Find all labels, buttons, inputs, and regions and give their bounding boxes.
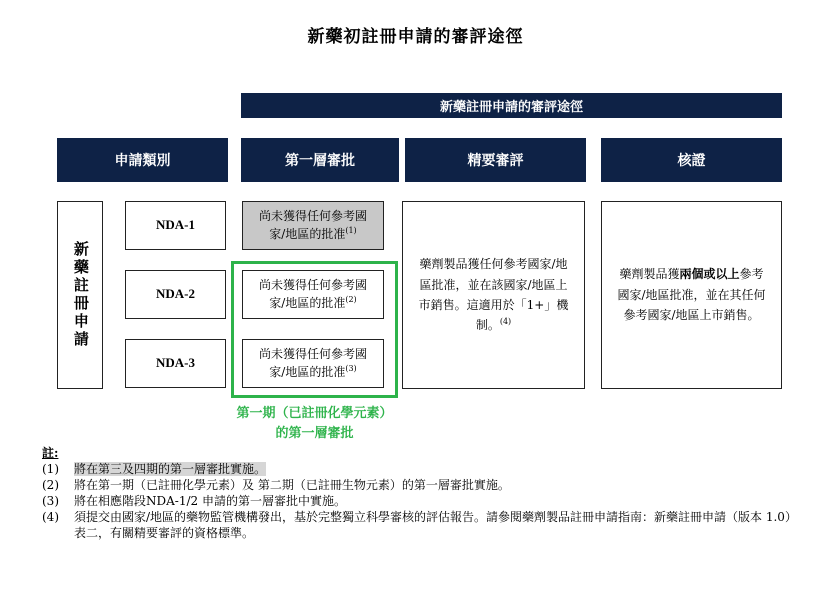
first-level-text-3: 尚未獲得任何參考國家/地區的批准	[258, 346, 367, 379]
note-text: 須提交由國家/地區的藥物監管機構發出，基於完整獨立科學審核的評估報告。請參閱藥劑製品註冊申請指南：新藥註冊申請（版本 1.0）表二，有關精要審評的資格標準。	[74, 510, 797, 540]
note-row	[42, 493, 802, 509]
first-level-text-2: 尚未獲得任何參考國家/地區的批准	[258, 277, 367, 310]
nda-2-box: NDA-2	[125, 270, 226, 319]
abridged-box	[402, 201, 585, 389]
nda-1-box: NDA-1	[125, 201, 226, 250]
nda-3-box: NDA-3	[125, 339, 226, 388]
vertical-label: 新藥註冊申請	[71, 241, 90, 349]
notes-section	[42, 445, 802, 541]
note-number: (2)	[42, 478, 59, 492]
header-abridged: 精要審評	[405, 138, 586, 182]
verification-text-bold: 兩個或以上	[679, 267, 740, 282]
abridged-sup: (4)	[499, 317, 512, 327]
note-number: (3)	[42, 494, 59, 508]
verification-text-post: 參考國家/地區批准，並在其任何參考國家/地區上市銷售。	[617, 267, 766, 323]
green-label-line1: 第一期（已註冊化學元素）	[236, 406, 393, 421]
verification-text-pre: 藥劑製品獲	[619, 267, 680, 282]
first-level-box-3	[242, 339, 384, 388]
header-category: 申請類別	[57, 138, 228, 182]
header-verification: 核證	[601, 138, 782, 182]
note-number: (1)	[42, 462, 59, 476]
note-number: (4)	[42, 510, 59, 524]
first-level-text-1: 尚未獲得任何參考國家/地區的批准	[258, 208, 367, 241]
note-row	[42, 461, 802, 477]
note-row	[42, 477, 802, 493]
note-text: 將在相應階段NDA-1/2 申請的第一層審批中實施。	[74, 494, 346, 508]
green-label	[214, 404, 415, 443]
first-level-sup-2: (2)	[345, 295, 357, 304]
green-label-line2: 的第一層審批	[275, 425, 354, 441]
note-text: 將在第三及四期的第一層審批實施。	[74, 462, 267, 476]
notes-heading: 註:	[42, 446, 59, 460]
note-text: 將在第一期（已註冊化學元素）及 第二期（已註冊生物元素）的第一層審批實施。	[74, 478, 510, 492]
first-level-box-1	[242, 201, 384, 250]
note-row	[42, 509, 802, 541]
first-level-sup-1: (1)	[345, 226, 357, 235]
top-banner: 新藥註冊申請的審評途徑	[241, 93, 782, 118]
vertical-label-box	[57, 201, 103, 389]
verification-box	[601, 201, 782, 389]
first-level-sup-3: (3)	[345, 364, 357, 373]
first-level-box-2	[242, 270, 384, 319]
header-first-level: 第一層審批	[241, 138, 399, 182]
page-title: 新藥初註冊申請的審評途徑	[307, 27, 524, 47]
abridged-text: 藥劑製品獲任何參考國家/地區批准，並在該國家/地區上市銷售。這適用於「1+」機制。	[418, 257, 569, 333]
